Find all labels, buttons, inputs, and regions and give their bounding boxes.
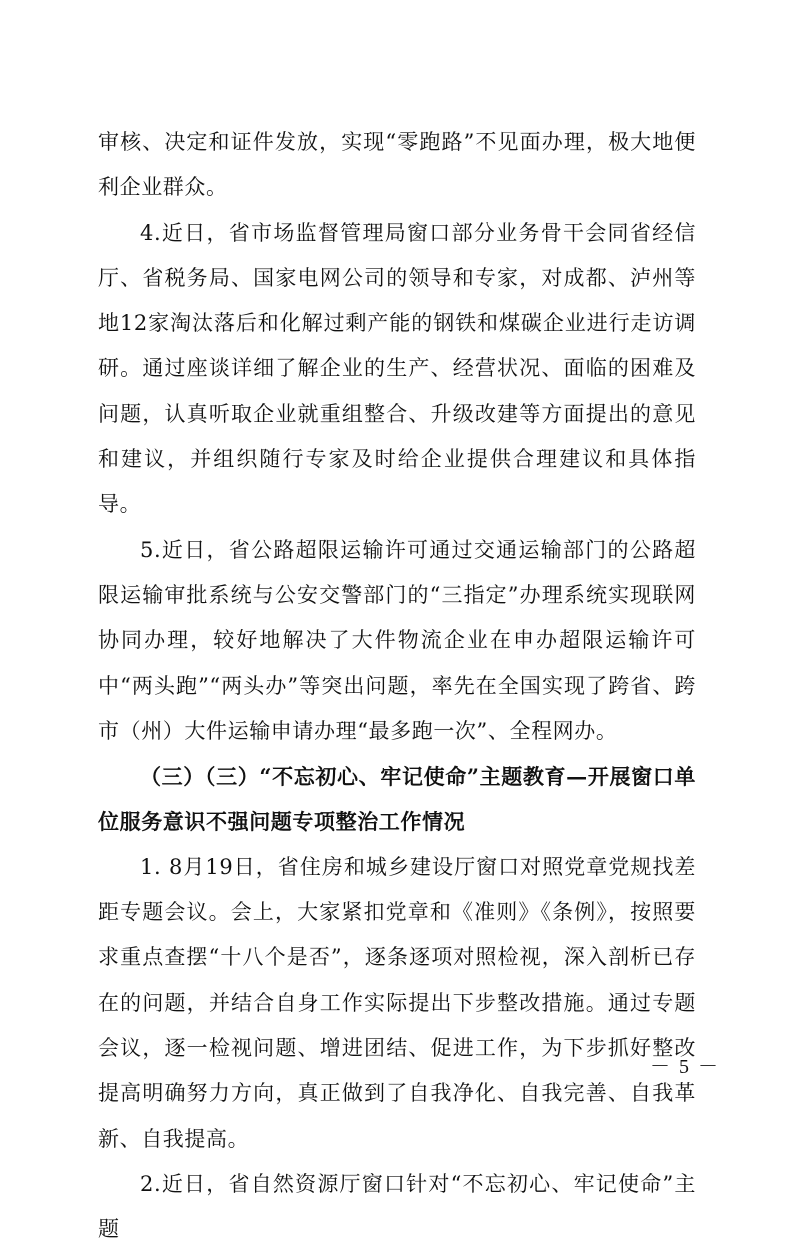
paragraph-item-1: 1. 8月19日，省住房和城乡建设厅窗口对照党章党规找差距专题会议。会上，大家紧扣党章和《准则》《条例》，按照要求重点查摆“十八个是否”，逐条逐项对照检视，深入剖析已存在的问题，并结合自身工作实际提出下步整改措施。通过专题会议，逐一检视问题、增进团结、促进工作，为下步抓好整改提高明确努力方向，真正做到了自我净化、自我完善、自我革新、自我提高。 bbox=[98, 854, 696, 1151]
page-number: － 5 － bbox=[650, 1056, 720, 1078]
paragraph-item-2: 2.近日，省自然资源厅窗口针对“不忘初心、牢记使命”主题 bbox=[98, 1171, 696, 1242]
paragraph-item-5: 5.近日，省公路超限运输许可通过交通运输部门的公路超限运输审批系统与公安交警部门的“三指定”办理系统实现联网协同办理，较好地解决了大件物流企业在申办超限运输许可中“两头跑”“两头办”等突出问题，率先在全国实现了跨省、跨市（州）大件运输申请办理“最多跑一次”、全程网办。 bbox=[98, 537, 696, 743]
paragraph-item-4: 4.近日，省市场监督管理局窗口部分业务骨干会同省经信厅、省税务局、国家电网公司的领导和专家，对成都、泸州等地12家淘汰落后和化解过剩产能的钢铁和煤碳企业进行走访调研。通过座谈详细了解企业的生产、经营状况、面临的困难及问题，认真听取企业就重组整合、升级改建等方面提出的意见和建议，并组织随行专家及时给企业提供合理建议和具体指导。 bbox=[98, 220, 696, 517]
section-heading-3: （三）（三）“不忘初心、牢记使命”主题教育—开展窗口单位服务意识不强问题专项整治工作情况 bbox=[98, 764, 696, 835]
document-body bbox=[98, 120, 696, 1252]
paragraph-continuation: 审核、决定和证件发放，实现“零跑路”不见面办理，极大地便利企业群众。 bbox=[98, 130, 696, 200]
